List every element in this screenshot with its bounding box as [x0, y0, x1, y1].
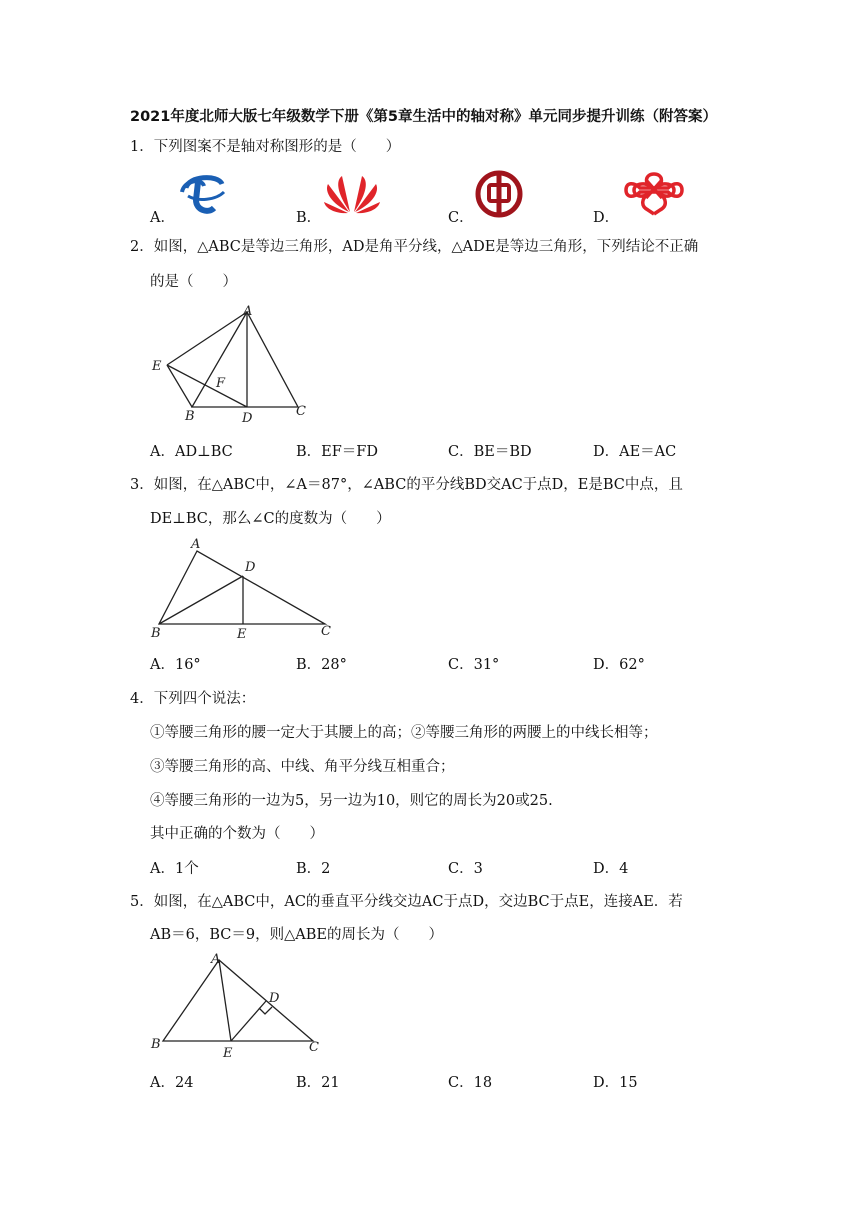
q3-option-c: C．31°: [448, 657, 500, 673]
q4-ask: 其中正确的个数为（ ）: [150, 826, 324, 842]
q2-label-f: F: [216, 376, 226, 391]
q4-option-b: B．2: [296, 861, 331, 877]
q2-figure: [140, 298, 320, 430]
q2-stem-line1: 2．如图，△ABC是等边三角形，AD是角平分线，△ADE是等边三角形，下列结论不正确: [130, 239, 699, 255]
china-telecom-logo: [178, 170, 228, 216]
q3-stem-line1: 3．如图，在△ABC中，∠A＝87°，∠ABC的平分线BD交AC于点D，E是BC中点，且: [130, 477, 683, 493]
page-title: 2021年度北师大版七年级数学下册《第5章生活中的轴对称》单元同步提升训练（附答案）: [130, 109, 717, 125]
q5-label-d: D: [269, 991, 280, 1006]
q2-option-b: B．EF＝FD: [296, 444, 378, 460]
q5-label-c: C: [309, 1040, 319, 1055]
q2-label-d: D: [242, 411, 253, 426]
q2-stem-line2: 的是（ ）: [150, 274, 237, 290]
q3-option-a: A．16°: [150, 657, 201, 673]
q3-option-d: D．62°: [593, 657, 645, 673]
q4-statement-4: ④等腰三角形的一边为5，另一边为10，则它的周长为20或25.: [150, 793, 553, 809]
q4-statement-3: ③等腰三角形的高、中线、角平分线互相重合；: [150, 759, 455, 775]
q3-label-e: E: [237, 627, 247, 642]
q4-option-c: C．3: [448, 861, 483, 877]
q2-label-e: E: [152, 359, 162, 374]
q4-option-d: D．4: [593, 861, 629, 877]
q1-option-a: A．: [150, 210, 175, 226]
q1-option-d: D．: [593, 210, 620, 226]
q5-label-a: A: [211, 952, 221, 967]
q3-option-b: B．28°: [296, 657, 347, 673]
q1-option-b: B．: [296, 210, 322, 226]
q4-option-a: A．1个: [150, 861, 199, 877]
q2-label-c: C: [296, 404, 306, 419]
china-unicom-logo: [620, 170, 688, 218]
q1-stem: 1．下列图案不是轴对称图形的是（ ）: [130, 139, 401, 155]
q3-label-b: B: [151, 626, 161, 641]
q5-option-b: B．21: [296, 1075, 340, 1091]
q2-label-a: A: [243, 304, 253, 319]
q5-stem-line1: 5．如图，在△ABC中，AC的垂直平分线交边AC于点D，交边BC于点E，连接AE．若: [130, 894, 683, 910]
q2-option-c: C．BE＝BD: [448, 444, 532, 460]
q5-label-b: B: [151, 1037, 161, 1052]
q5-option-a: A．24: [150, 1075, 194, 1091]
q2-option-d: D．AE＝AC: [593, 444, 677, 460]
q5-option-c: C．18: [448, 1075, 493, 1091]
q3-label-a: A: [191, 537, 201, 552]
q4-statement-1-2: ①等腰三角形的腰一定大于其腰上的高；②等腰三角形的两腰上的中线长相等；: [150, 725, 658, 741]
q2-label-b: B: [185, 409, 195, 424]
q3-label-c: C: [321, 624, 331, 639]
q3-figure: [145, 535, 340, 645]
bank-of-china-logo: [474, 169, 524, 219]
q2-option-a: A．AD⊥BC: [150, 444, 233, 460]
q5-figure: [145, 948, 330, 1063]
q5-option-d: D．15: [593, 1075, 638, 1091]
q1-option-c: C．: [448, 210, 474, 226]
q4-stem: 4．下列四个说法：: [130, 691, 256, 707]
q5-stem-line2: AB＝6，BC＝9，则△ABE的周长为（ ）: [150, 927, 443, 943]
q5-label-e: E: [223, 1046, 233, 1061]
q3-label-d: D: [245, 560, 256, 575]
q3-stem-line2: DE⊥BC，那么∠C的度数为（ ）: [150, 511, 391, 527]
huawei-logo: [322, 170, 382, 216]
